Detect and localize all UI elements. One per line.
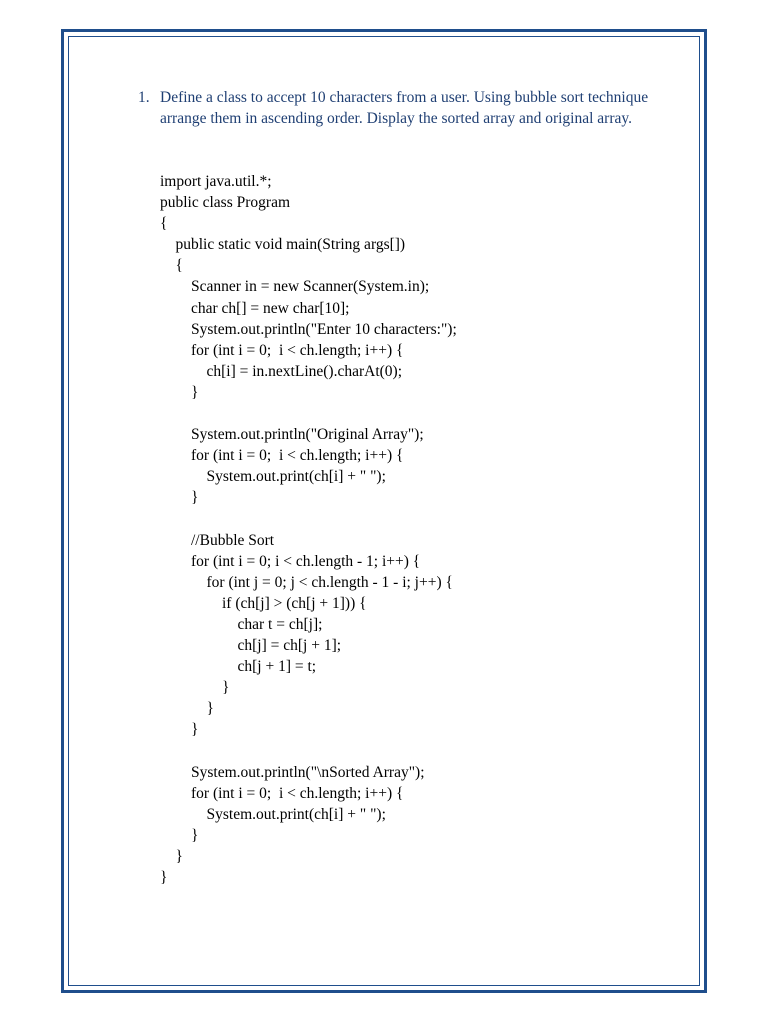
code-line: ch[i] = in.nextLine().charAt(0); xyxy=(160,362,403,380)
code-line xyxy=(160,509,680,530)
code-line: { xyxy=(160,215,168,233)
code-line: } xyxy=(160,826,199,844)
code-line: System.out.println("Original Array"); xyxy=(160,426,424,444)
code-line: System.out.println("\nSorted Array"); xyxy=(160,763,425,781)
code-line: } xyxy=(160,679,230,697)
code-line: public static void main(String args[]) xyxy=(160,236,406,254)
code-line: //Bubble Sort xyxy=(160,531,275,549)
code-line: { xyxy=(160,257,183,275)
code-line: System.out.print(ch[i] + " "); xyxy=(160,468,386,486)
code-line: if (ch[j] > (ch[j + 1])) { xyxy=(160,594,367,612)
code-line: for (int j = 0; j < ch.length - 1 - i; j++) { xyxy=(160,573,453,591)
code-line xyxy=(160,403,680,424)
question-number: 1. xyxy=(138,89,150,106)
code-line: } xyxy=(160,383,199,401)
code-line: for (int i = 0; i < ch.length - 1; i++) { xyxy=(160,552,421,570)
code-line: ch[j] = ch[j + 1]; xyxy=(160,637,342,655)
code-line: for (int i = 0; i < ch.length; i++) { xyxy=(160,447,404,465)
code-line: } xyxy=(160,721,199,739)
code-line: for (int i = 0; i < ch.length; i++) { xyxy=(160,784,404,802)
question-block xyxy=(138,87,658,129)
code-line: public class Program xyxy=(160,194,291,212)
code-line: } xyxy=(160,700,214,718)
code-line xyxy=(160,741,680,762)
code-line: import java.util.*; xyxy=(160,173,272,190)
code-line: System.out.print(ch[i] + " "); xyxy=(160,805,386,823)
code-line: Scanner in = new Scanner(System.in); xyxy=(160,278,430,296)
code-line: System.out.println("Enter 10 characters:"); xyxy=(160,320,457,338)
code-line: for (int i = 0; i < ch.length; i++) { xyxy=(160,341,404,359)
code-line: } xyxy=(160,869,168,887)
code-line: } xyxy=(160,848,183,865)
question-text: Define a class to accept 10 characters from a user. Using bubble sort technique arrange them in ascending order. Display the sorted array and original array. xyxy=(160,89,649,127)
code-line: ch[j + 1] = t; xyxy=(160,658,317,676)
code-block xyxy=(160,171,680,888)
code-line: char ch[] = new char[10]; xyxy=(160,299,350,317)
code-line: } xyxy=(160,489,199,507)
code-line: char t = ch[j]; xyxy=(160,615,323,633)
